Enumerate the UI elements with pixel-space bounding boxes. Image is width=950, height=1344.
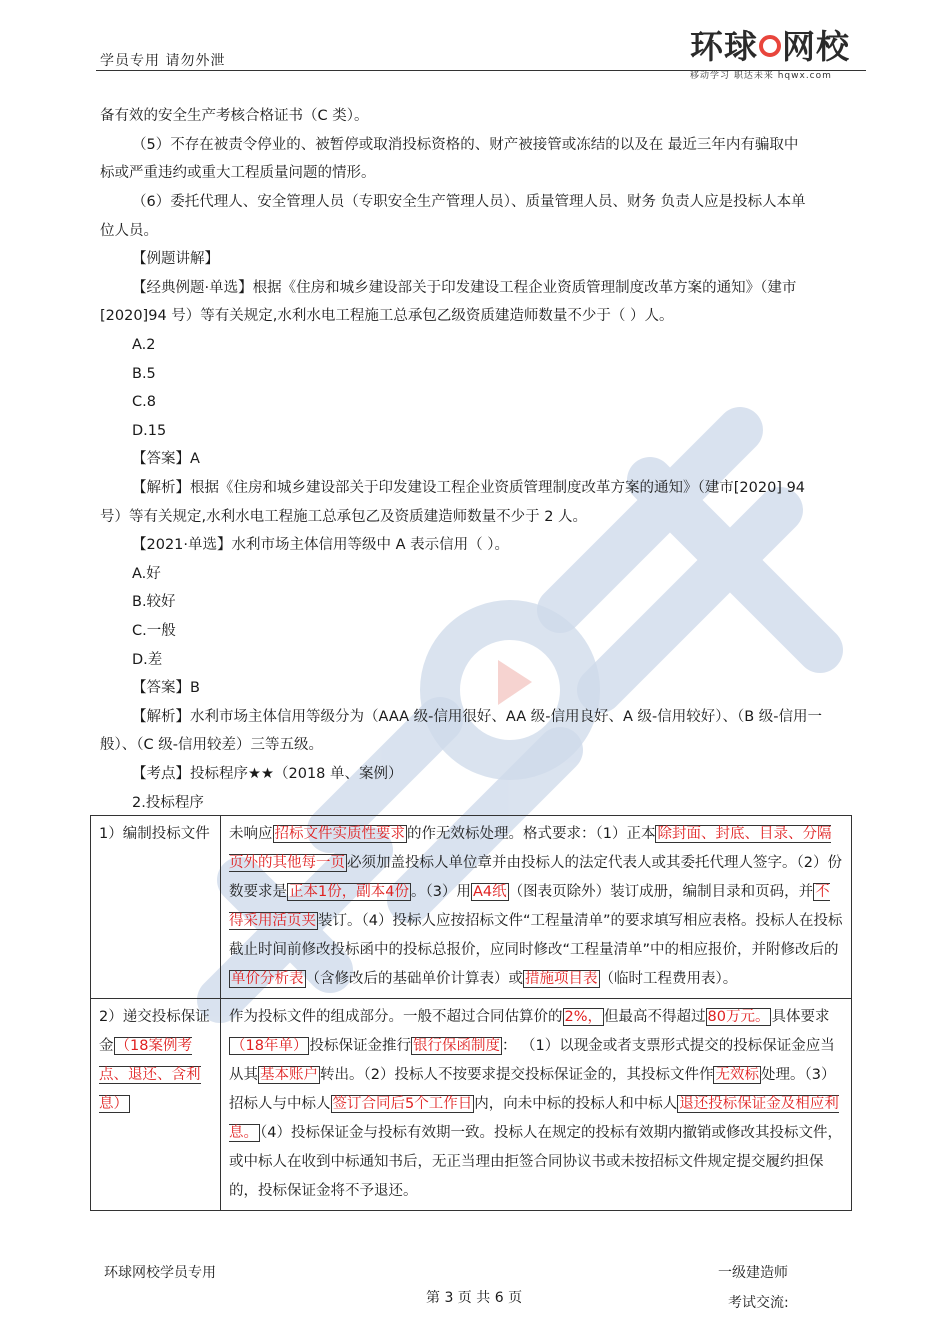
option-c: C.8 [132,394,156,410]
highlight-text: 正本1份，副本4份 [289,884,409,900]
cell-text: 但最高不得超过 [604,1009,706,1025]
page-number: 第 3 页 共 6 页 [426,1290,523,1306]
highlight-text: 退还投标保证金及相应利息。 [229,1096,839,1141]
analysis-text: 【解析】根据《住房和城乡建设部关于印发建设工程企业资质管理制度改革方案的通知》（建市[2020] 94 [132,480,806,496]
logo-text-a: 环球 [690,27,758,66]
highlight-text: 基本账户 [260,1067,318,1083]
highlight-text: 签订合同后5个工作日 [332,1096,473,1112]
cell-text: 具体要求 [771,1009,830,1025]
header-notice: 学员专用 请勿外泄 [100,53,226,69]
text-line: （5）不存在被责令停业的、被暂停或取消投标资格的、财产被接管或冻结的以及在 最近三年内有骗取中 [132,137,799,153]
footer-right-contact: 考试交流: [728,1295,789,1311]
option-b: B.较好 [132,594,176,610]
option-a: A.好 [132,566,161,582]
answer-text: 【答案】B [132,680,200,696]
row-label [91,999,221,1211]
cell-text: 内，向未中标的投标人和中标人 [474,1096,678,1112]
highlight-text: 招标文件实质性要求 [274,826,405,842]
row-content [221,816,852,999]
cell-text: 投标保证金推行 [309,1038,411,1054]
highlight-text: （18案例考点、退还、含利息） [99,1038,201,1112]
footer-right-title: 一级建造师 [718,1265,788,1281]
text-line: 备有效的安全生产考核合格证书（C 类）。 [100,108,369,124]
bidding-procedure-table [90,815,852,1211]
cell-text: ： （1）以现金或者支票形式提交的投标保证金应当从其 [229,1038,835,1083]
text-line: 位人员。 [100,223,158,239]
question-text: 【2021·单选】水利市场主体信用等级中 A 表示信用（ ）。 [132,537,510,553]
cell-text: （含修改后的基础单价计算表）或 [305,971,523,987]
cell-text: （4）投标保证金与投标有效期一致。投标人在规定的投标有效期内撤销或修改其投标文件，或中标人在收到中标通知书后，无正当理由拒签合同协议书或未按招标文件规定提交履约担保的，投标保证金将不予退还。 [229,1125,842,1199]
text-line: （6）委托代理人、安全管理人员（专职安全生产管理人员）、质量管理人员、财务 负责人应是投标人本单 [132,194,806,210]
highlight-text: 不得采用活页夹 [229,884,830,929]
section-heading: 2.投标程序 [132,795,204,811]
highlight-text: A4纸 [472,884,507,900]
logo-slogan: 移动学习 职达未来 hqwx.com [690,71,832,81]
highlight-text: 单价分析表 [231,971,304,987]
row-label-text: 1）编制投标文件 [99,826,210,842]
table-row [91,816,852,999]
cell-text: 处理。（3）招标人与中标人 [229,1067,836,1112]
option-d: D.15 [132,423,167,439]
analysis-text: 号）等有关规定,水利水电工程施工总承包乙及资质建造师数量不少于 2 人。 [100,509,588,525]
option-b: B.5 [132,366,156,382]
text-line: 标或严重违约或重大工程质量问题的情形。 [100,165,376,181]
answer-text: 【答案】A [132,451,200,467]
row-label-text: 2）递交投标保证金 [99,1009,210,1054]
cell-text: 装订。（4）投标人应按招标文件“工程量清单”的要求填写相应表格。投标人在投标截止时间前修改投标函中的投标总报价，应同时修改“工程量清单”中的相应报价，并附修改后的 [229,913,843,958]
cell-text: 作为投标文件的组成部分。一般不超过合同估算价的 [229,1009,563,1025]
cell-text: 。（3）用 [410,884,471,900]
highlight-text: 80万元。 [707,1009,770,1025]
question-text: 【经典例题·单选】根据《住房和城乡建设部关于印发建设工程企业资质管理制度改革方案的通知》（建市 [132,280,797,296]
highlight-text: 银行保函制度 [412,1038,500,1054]
highlight-text: 措施项目表 [525,971,598,987]
option-c: C.一般 [132,623,176,639]
cell-text: 未响应 [229,826,273,842]
logo-text-b: 网校 [782,27,850,66]
analysis-text: 般）、（C 级-信用较差）三等五级。 [100,737,323,753]
cell-text: （图表页除外）装订成册，编制目录和页码，并 [508,884,814,900]
highlight-text: 除封面、封底、目录、分隔页外的其他每一页 [229,826,832,871]
option-a: A.2 [132,337,156,353]
table-row [91,999,852,1211]
cell-text: （临时工程费用表）。 [599,971,738,987]
footer-left: 环球网校学员专用 [104,1265,216,1281]
analysis-text: 【解析】水利市场主体信用等级分为（AAA 级-信用很好、AA 级-信用良好、A 级-信用较好）、（B 级-信用一 [132,709,823,725]
highlight-text: 2%， [564,1009,603,1025]
question-text: [2020]94 号）等有关规定,水利水电工程施工总承包乙级资质建造师数量不少于（ ）人。 [100,308,674,324]
row-label [91,816,221,999]
row-content [221,999,852,1211]
highlight-text: 无效标 [715,1067,759,1083]
logo-play-icon [759,35,781,57]
key-point-text: 【考点】投标程序★★（2018 单、案例） [132,766,403,782]
cell-text: 转出。（2）投标人不按要求提交投标保证金的，其投标文件作 [320,1067,714,1083]
brand-logo [690,28,870,81]
section-heading: 【例题讲解】 [132,251,219,267]
cell-text: 必须加盖投标人单位章并由投标人的法定代表人或其委托代理人签字。（2）份数要求是 [229,855,842,900]
cell-text: 的作无效标处理。格式要求：（1）正本 [407,826,656,842]
option-d: D.差 [132,652,163,668]
highlight-text: （18年单） [231,1038,308,1054]
